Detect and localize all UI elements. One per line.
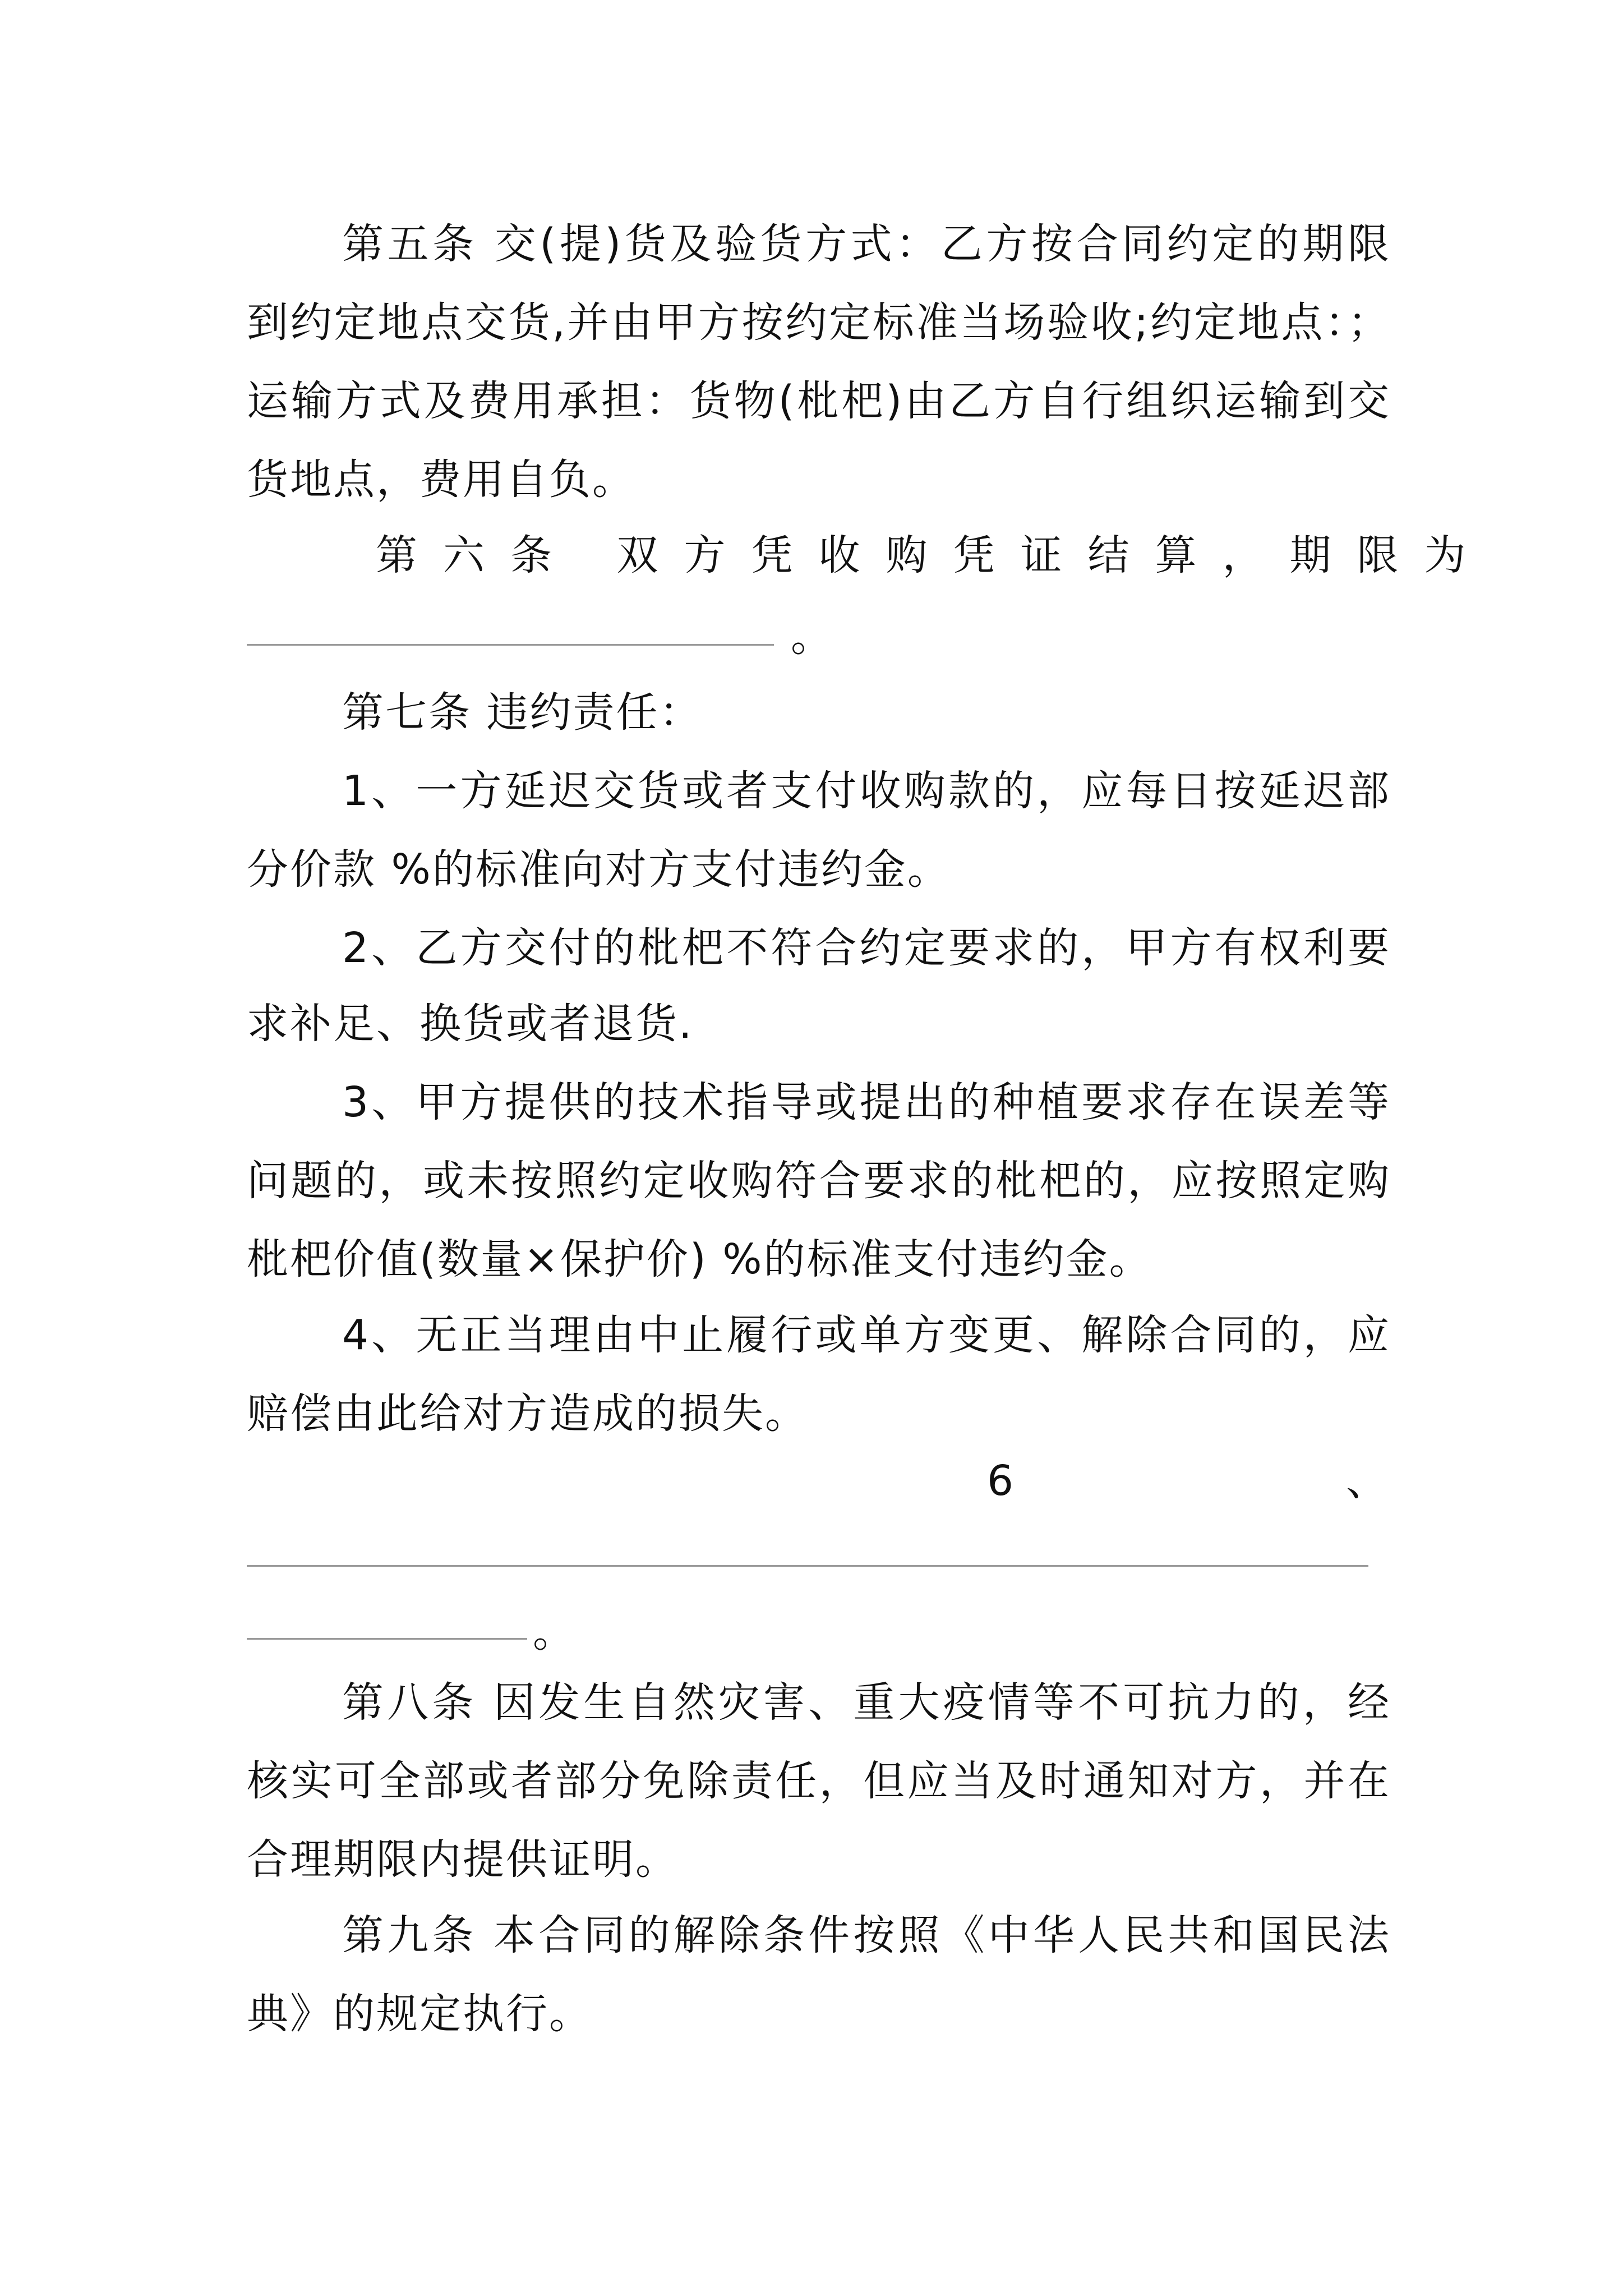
article7-item6-number: 6	[987, 1457, 1014, 1505]
article8-line2: 核实可全部或者部分免除责任，但应当及时通知对方，并在	[247, 1757, 1391, 1805]
article7-item6-blank-line-1	[247, 1565, 1368, 1567]
article7-heading: 第七条 违约责任：	[342, 688, 703, 737]
article7-item2-line1: 2、乙方交付的枇杷不符合约定要求的，甲方有权利要	[342, 924, 1391, 972]
article5-line2: 到约定地点交货,并由甲方按约定标准当场验收;约定地点：；	[247, 298, 1391, 347]
article5-line3: 运输方式及费用承担：货物(枇杷)由乙方自行组织运输到交	[247, 377, 1391, 425]
article6-end: 。	[791, 613, 832, 661]
article5-line1: 第五条 交(提)货及验货方式：乙方按合同约定的期限	[342, 220, 1391, 268]
article8-line3: 合理期限内提供证明。	[247, 1835, 679, 1884]
article9-line1: 第九条 本合同的解除条件按照《中华人民共和国民法	[342, 1911, 1391, 1959]
article7-item3-line2: 问题的，或未按照约定收购符合要求的枇杷的，应按照定购	[247, 1157, 1391, 1205]
article7-item6-blank-line-2	[247, 1638, 527, 1640]
article7-item1-line1: 1、一方延迟交货或者支付收购款的，应每日按延迟部	[342, 767, 1391, 815]
article7-item4-line2: 赔偿由此给对方造成的损失。	[247, 1389, 808, 1438]
article8-line1: 第八条 因发生自然灾害、重大疫情等不可抗力的，经	[342, 1678, 1391, 1727]
article5-line4: 货地点，费用自负。	[247, 455, 635, 504]
article7-item3-line3: 枇杷价值(数量×保护价) %的标准支付违约金。	[247, 1235, 1152, 1283]
article7-item6-separator: 、	[1346, 1457, 1387, 1505]
article7-item2-line2: 求补足、换货或者退货.	[247, 1000, 694, 1048]
article9-line2: 典》的规定执行。	[247, 1990, 592, 2038]
article6-line1: 第六条 双方凭收购凭证结算，期限为	[376, 531, 1492, 579]
article7-item6-end: 。	[533, 1608, 574, 1657]
article6-blank-line	[247, 644, 774, 646]
article7-item1-line2: 分价款 %的标准向对方支付违约金。	[247, 845, 951, 894]
article7-item4-line1: 4、无正当理由中止履行或单方变更、解除合同的，应	[342, 1311, 1391, 1359]
article7-item3-line1: 3、甲方提供的技术指导或提出的种植要求存在误差等	[342, 1078, 1391, 1126]
